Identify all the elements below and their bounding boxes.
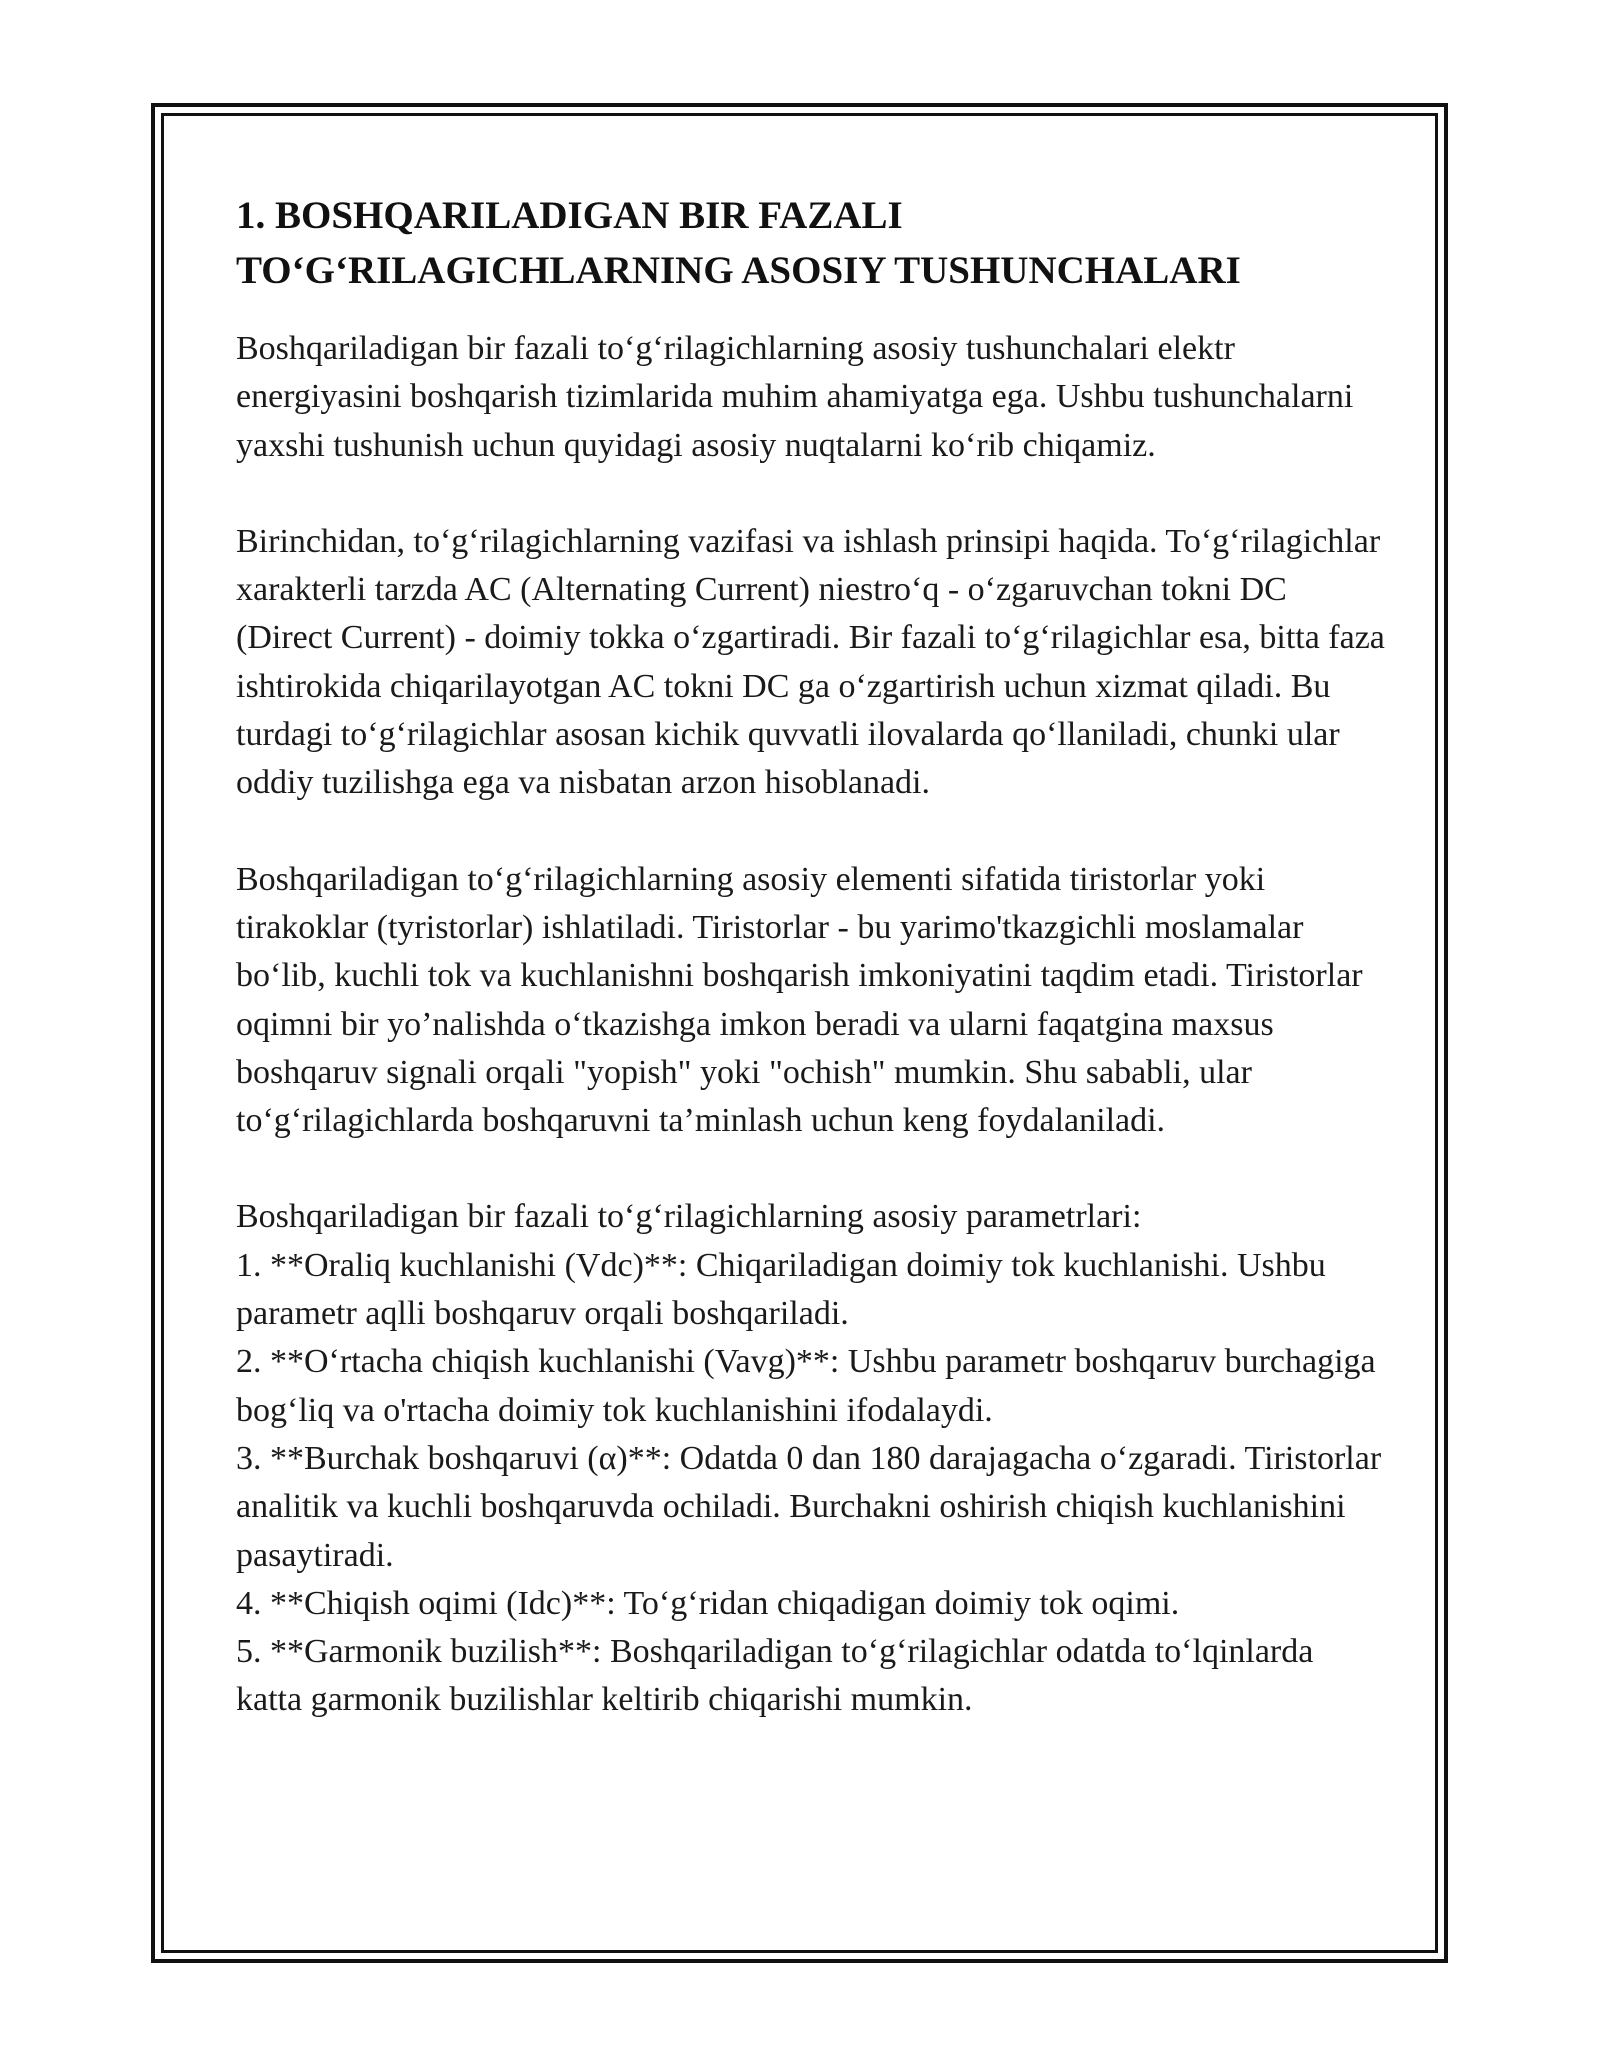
parameters-intro: Boshqariladigan bir fazali to‘g‘rilagichlarning asosiy parametrlari: — [236, 1198, 1142, 1236]
rectifier-function-paragraph: Birinchidan, to‘g‘rilagichlarning vazifasi va ishlash prinsipi haqida. To‘g‘rilagichlar xarakterli tarzda AC (Alternating Current) niestro‘q - o‘zgaruvchan tokni DC (Direct Current) - doimiy tokka o‘zgartiradi. Bir fazali to‘g‘rilagichlar esa, bitta faza ishtirokida chiqarilayotgan AC tokni DC ga o‘zgartirish uchun xizmat qiladi. Bu turdagi to‘g‘rilagichlar asosan kichik quvvatli ilovalarda qo‘llaniladi, chunki ular oddiy tuzilishga ega va nisbatan arzon hisoblanadi. — [236, 522, 1385, 802]
section-title — [236, 188, 1386, 298]
document-body — [236, 188, 1386, 1725]
thyristor-paragraph: Boshqariladigan to‘g‘rilagichlarning asosiy elementi sifatida tiristorlar yoki tirakoklar (tyristorlar) ishlatiladi. Tiristorlar - bu yarimo'tkazgichli moslamalar bo‘lib, kuchli tok va kuchlanishni boshqarish imkoniyatini taqdim etadi. Tiristorlar oqimni bir yo’nalishda o‘tkazishga imkon beradi va ularni faqatgina maxsus boshqaruv signali orqali "yopish" yoki "ochish" mumkin. Shu sababli, ular to‘g‘rilagichlarda boshqaruvni ta’minlash uchun keng foydalaniladi. — [236, 860, 1363, 1140]
intro-paragraph: Boshqariladigan bir fazali to‘g‘rilagichlarning asosiy tushunchalari elektr energiyasini boshqarish tizimlarida muhim ahamiyatga ega. Ushbu tushunchalarni yaxshi tushunish uchun quyidagi asosiy nuqtalarni ko‘rib chiqamiz. — [236, 330, 1354, 464]
parameter-item: 1. **Oraliq kuchlanishi (Vdc)**: Chiqariladigan doimiy tok kuchlanishi. Ushbu parametr aqlli boshqaruv orqali boshqariladi. — [236, 1246, 1326, 1333]
parameter-item: 2. **O‘rtacha chiqish kuchlanishi (Vavg)**: Ushbu parametr boshqaruv burchagiga bog‘liq va o'rtacha doimiy tok kuchlanishini ifodalaydi. — [236, 1343, 1376, 1429]
parameter-item: 3. **Burchak boshqaruvi (α)**: Odatda 0 dan 180 darajagacha o‘zgaradi. Tiristorlar analitik va kuchli boshqaruvda ochiladi. Burchakni oshirish chiqish kuchlanishini pasaytiradi. — [236, 1439, 1382, 1574]
parameter-item: 4. **Chiqish oqimi (Idc)**: To‘g‘ridan chiqadigan doimiy tok oqimi. — [236, 1584, 1180, 1622]
section-title-line: 1. BOSHQARILADIGAN BIR FAZALI — [236, 194, 903, 237]
parameters-list — [236, 1242, 1386, 1725]
parameter-item: 5. **Garmonik buzilish**: Boshqariladigan to‘g‘rilagichlar odatda to‘lqinlarda katta garmonik buzilishlar keltirib chiqarishi mumkin. — [236, 1633, 1314, 1719]
section-title-line: TO‘G‘RILAGICHLARNING ASOSIY TUSHUNCHALARI — [236, 249, 1241, 292]
